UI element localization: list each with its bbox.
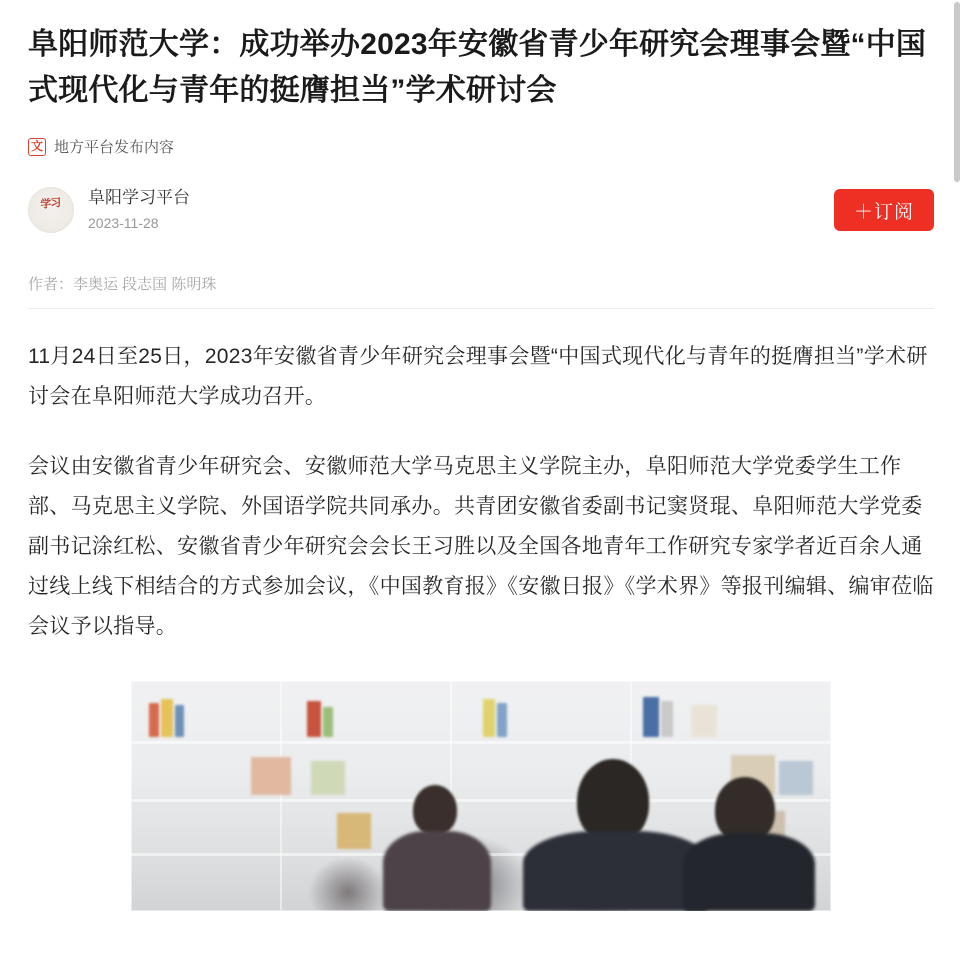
avatar[interactable] <box>28 187 74 233</box>
book <box>307 701 321 737</box>
person-body-center <box>523 831 709 911</box>
article-paragraph-2: 会议由安徽省青少年研究会、安徽师范大学马克思主义学院主办，阜阳师范大学党委学生工作部、马克思主义学院、外国语学院共同承办。共青团安徽省委副书记窦贤琨、阜阳师范大学党委副书记涂红松、安徽省青少年研究会会长王习胜以及全国各地青年工作研究专家学者近百余人通过线上线下相结合的方式参加会议，《中国教育报》《安徽日报》《学术界》等报刊编辑、编审莅临会议予以指导。 <box>28 455 934 638</box>
article-paragraph-1: 11月24日至25日，2023年安徽省青少年研究会理事会暨“中国式现代化与青年的挺膺担当”学术研讨会在阜阳师范大学成功召开。 <box>28 345 928 408</box>
platform-badge-label: 地方平台发布内容 <box>54 139 175 156</box>
book <box>691 705 717 737</box>
book <box>483 699 495 737</box>
book <box>779 761 813 795</box>
platform-badge <box>28 136 934 157</box>
divider <box>28 308 934 309</box>
shelf-1 <box>131 741 831 744</box>
book <box>311 761 345 795</box>
person-body-left <box>383 831 491 911</box>
book <box>149 703 159 737</box>
book <box>251 757 291 795</box>
book <box>323 707 333 737</box>
authors-line: 作者：李奥运 段志国 陈明珠 <box>28 276 217 293</box>
person-head-left <box>413 785 457 835</box>
conference-photo <box>131 681 831 911</box>
book <box>661 701 673 737</box>
book <box>643 697 659 737</box>
person-body-right <box>683 833 815 911</box>
source-name[interactable]: 阜阳学习平台 <box>88 188 190 207</box>
book <box>175 705 184 737</box>
source-row <box>28 183 934 237</box>
page-scrollbar[interactable] <box>954 2 960 182</box>
page-title: 阜阳师范大学：成功举办2023年安徽省青少年研究会理事会暨“中国式现代化与青年的挺膺担当”学术研讨会 <box>28 28 927 107</box>
book <box>337 813 371 849</box>
book <box>497 703 507 737</box>
avatar-glyph: 学习 <box>39 197 61 212</box>
local-platform-icon: 文 <box>28 138 46 156</box>
subscribe-button[interactable]: ＋订阅 <box>834 189 934 231</box>
source-meta <box>88 186 190 234</box>
publish-date: 2023-11-28 <box>88 215 159 231</box>
book <box>161 699 173 737</box>
